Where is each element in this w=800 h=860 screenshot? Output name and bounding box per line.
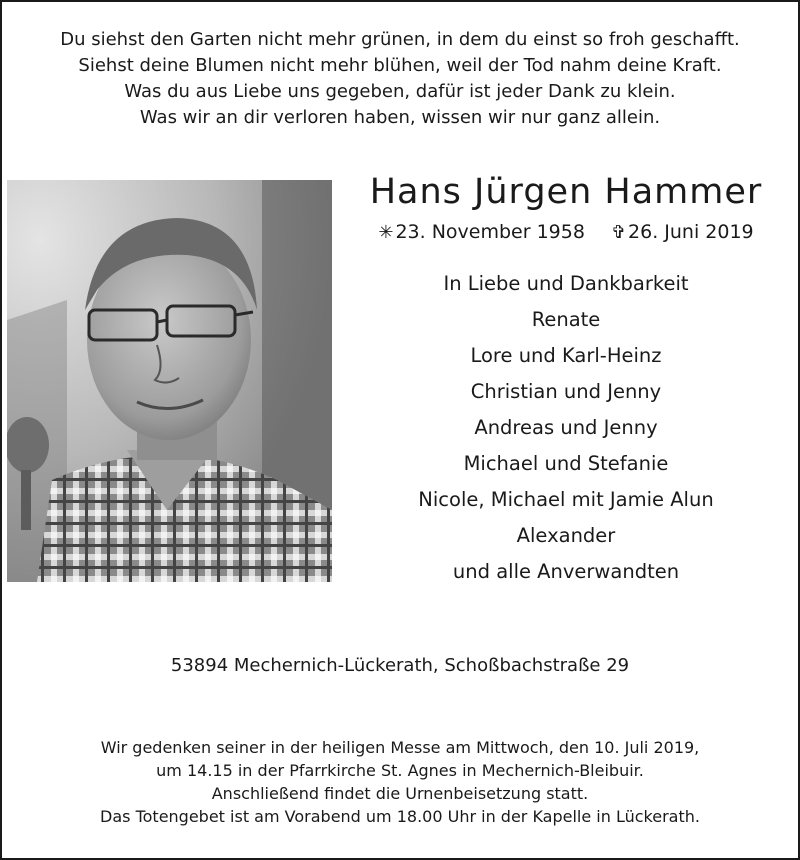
mourner-entry: Renate bbox=[531, 308, 601, 331]
poem-line: Was du aus Liebe uns gegeben, dafür ist jeder Dank zu klein. bbox=[124, 81, 676, 102]
mourner-entry: Michael und Stefanie bbox=[463, 452, 669, 475]
mourner-entry: Alexander bbox=[516, 524, 616, 547]
family-address: 53894 Mechernich-Lückerath, Schoßbachstraße 29 bbox=[170, 655, 630, 676]
birth-star-icon: ✳ bbox=[378, 222, 394, 243]
poem-line: Du siehst den Garten nicht mehr grünen, in dem du einst so froh geschafft. bbox=[60, 29, 740, 50]
poem-line: Siehst deine Blumen nicht mehr blühen, weil der Tod nahm deine Kraft. bbox=[78, 55, 722, 76]
service-line: um 14.15 in der Pfarrkirche St. Agnes in Mechernich-Bleibuir. bbox=[156, 761, 644, 780]
mourners-intro: In Liebe und Dankbarkeit bbox=[443, 272, 689, 295]
mourner-entry: Christian und Jenny bbox=[470, 380, 662, 403]
poem-line: Was wir an dir verloren haben, wissen wir nur ganz allein. bbox=[139, 107, 661, 128]
mourner-entry: Nicole, Michael mit Jamie Alun bbox=[418, 488, 714, 511]
mourner-entry: Lore und Karl-Heinz bbox=[470, 344, 662, 367]
poem bbox=[0, 27, 800, 131]
birth-date: 23. November 1958 bbox=[395, 221, 585, 243]
death-cross-icon: ✞ bbox=[610, 222, 627, 243]
portrait-photo bbox=[7, 180, 332, 582]
service-line: Das Totengebet ist am Vorabend um 18.00 Uhr in der Kapelle in Lückerath. bbox=[100, 807, 700, 826]
death-date: 26. Juni 2019 bbox=[628, 221, 754, 243]
life-dates bbox=[340, 221, 792, 243]
deceased-name: Hans Jürgen Hammer bbox=[369, 172, 763, 212]
mourner-entry: und alle Anverwandten bbox=[452, 560, 680, 583]
mourners-list bbox=[340, 266, 792, 590]
memorial-service-info bbox=[0, 736, 800, 828]
service-line: Anschließend findet die Urnenbeisetzung statt. bbox=[211, 784, 589, 803]
service-line: Wir gedenken seiner in der heiligen Messe am Mittwoch, den 10. Juli 2019, bbox=[100, 738, 700, 757]
mourner-entry: Andreas und Jenny bbox=[474, 416, 658, 439]
